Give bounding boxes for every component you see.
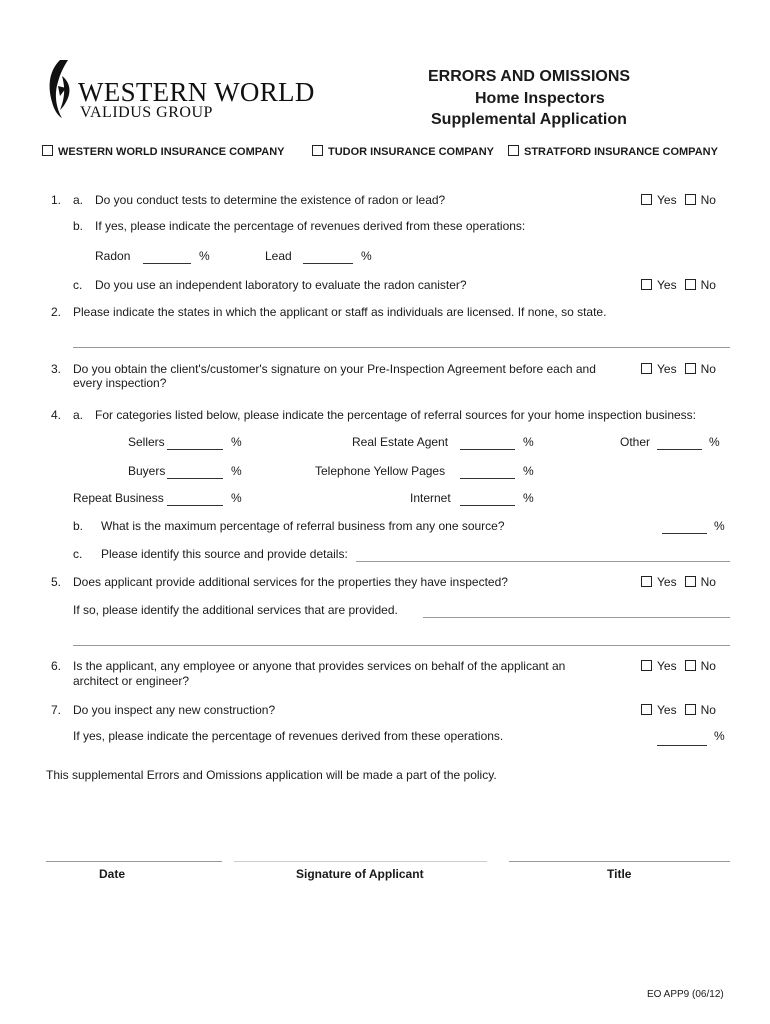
telephone-yellow-pages-field[interactable] bbox=[460, 478, 515, 479]
q7-sub-text: If yes, please indicate the percentage of revenues derived from these operations. bbox=[73, 729, 504, 743]
lead-label: Lead bbox=[265, 249, 292, 263]
checkbox-icon[interactable] bbox=[641, 660, 652, 671]
checkbox-icon[interactable] bbox=[685, 363, 696, 374]
q4a-label: a. bbox=[73, 408, 84, 422]
buyers-label: Buyers bbox=[128, 464, 166, 478]
real-estate-agent-field[interactable] bbox=[460, 449, 515, 450]
repeat-business-pct: % bbox=[231, 491, 242, 505]
q5-no[interactable]: No bbox=[685, 575, 716, 589]
page-subtitle-2: Supplemental Application bbox=[431, 111, 627, 128]
q4b-text: What is the maximum percentage of referral business from any one source? bbox=[101, 519, 505, 533]
q3-line2: every inspection? bbox=[73, 376, 167, 390]
real-estate-agent-pct: % bbox=[523, 435, 534, 449]
telephone-yellow-pages-label: Telephone Yellow Pages bbox=[315, 464, 446, 478]
q6-no[interactable]: No bbox=[685, 659, 716, 673]
q7-no[interactable]: No bbox=[685, 703, 716, 717]
internet-field[interactable] bbox=[460, 505, 515, 506]
checkbox-icon[interactable] bbox=[685, 279, 696, 290]
buyers-field[interactable] bbox=[167, 478, 223, 479]
q6-number: 6. bbox=[51, 659, 62, 673]
buyers-pct: % bbox=[231, 464, 242, 478]
other-pct: % bbox=[709, 435, 720, 449]
checkbox-icon[interactable] bbox=[685, 704, 696, 715]
telephone-yellow-pages-pct: % bbox=[523, 464, 534, 478]
q1a-label: a. bbox=[73, 193, 84, 207]
sellers-field[interactable] bbox=[167, 449, 223, 450]
checkbox-icon[interactable] bbox=[508, 145, 519, 156]
checkbox-icon[interactable] bbox=[42, 145, 53, 156]
q3-yes-no bbox=[641, 362, 716, 376]
q5-sub-text: If so, please identify the additional services that are provided. bbox=[73, 603, 398, 617]
q7-field[interactable] bbox=[657, 745, 707, 746]
date-label: Date bbox=[99, 867, 126, 881]
q7-number: 7. bbox=[51, 703, 62, 717]
company-option-stratford[interactable]: STRATFORD INSURANCE COMPANY bbox=[508, 145, 718, 158]
q6-yes-no bbox=[641, 659, 716, 673]
form-code: EO APP9 (06/12) bbox=[647, 989, 724, 1000]
western-world-logo-icon bbox=[46, 58, 76, 120]
checkbox-icon[interactable] bbox=[641, 279, 652, 290]
q3-number: 3. bbox=[51, 362, 62, 376]
q6-line2: architect or engineer? bbox=[73, 674, 190, 688]
checkbox-icon[interactable] bbox=[685, 576, 696, 587]
q4b-label: b. bbox=[73, 519, 84, 533]
q3-yes[interactable]: Yes bbox=[641, 362, 677, 376]
checkbox-icon[interactable] bbox=[641, 194, 652, 205]
real-estate-agent-label: Real Estate Agent bbox=[352, 435, 449, 449]
radon-label: Radon bbox=[95, 249, 131, 263]
q1b-label: b. bbox=[73, 219, 84, 233]
page-title: ERRORS AND OMISSIONS bbox=[428, 68, 631, 85]
company-option-tudor[interactable]: TUDOR INSURANCE COMPANY bbox=[312, 145, 494, 158]
q5-yes-no bbox=[641, 575, 716, 589]
q7-yes[interactable]: Yes bbox=[641, 703, 677, 717]
sellers-label: Sellers bbox=[128, 435, 165, 449]
closing-statement: This supplemental Errors and Omissions application will be made a part of the policy. bbox=[46, 768, 497, 782]
q1c-yes[interactable]: Yes bbox=[641, 278, 677, 292]
q7-yes-no bbox=[641, 703, 716, 717]
q5-yes[interactable]: Yes bbox=[641, 575, 677, 589]
q3-line1: Do you obtain the client's/customer's signature on your Pre-Inspection Agreement before each and bbox=[73, 362, 596, 376]
q1c-no[interactable]: No bbox=[685, 278, 716, 292]
radon-pct: % bbox=[199, 249, 210, 263]
q3-no[interactable]: No bbox=[685, 362, 716, 376]
page-subtitle-1: Home Inspectors bbox=[475, 90, 605, 107]
q4b-pct: % bbox=[714, 519, 725, 533]
q1c-text: Do you use an independent laboratory to evaluate the radon canister? bbox=[95, 278, 467, 292]
q5-number: 5. bbox=[51, 575, 62, 589]
q4-number: 4. bbox=[51, 408, 62, 422]
q4c-text: Please identify this source and provide details: bbox=[101, 547, 348, 561]
q2-text: Please indicate the states in which the applicant or staff as individuals are licensed. If none, so state. bbox=[73, 305, 607, 319]
signature-label: Signature of Applicant bbox=[296, 867, 424, 881]
q1a-text: Do you conduct tests to determine the existence of radon or lead? bbox=[95, 193, 446, 207]
checkbox-icon[interactable] bbox=[685, 194, 696, 205]
repeat-business-label: Repeat Business bbox=[73, 491, 164, 505]
lead-pct: % bbox=[361, 249, 372, 263]
q4b-field[interactable] bbox=[662, 533, 707, 534]
q4a-text: For categories listed below, please indicate the percentage of referral sources for your home inspection business: bbox=[95, 408, 696, 422]
q5-answer-line-1[interactable] bbox=[423, 617, 730, 618]
date-line[interactable] bbox=[46, 861, 222, 862]
q1a-yes[interactable]: Yes bbox=[641, 193, 677, 207]
q1a-yes-no bbox=[641, 193, 716, 207]
checkbox-icon[interactable] bbox=[312, 145, 323, 156]
q1a-no[interactable]: No bbox=[685, 193, 716, 207]
q2-number: 2. bbox=[51, 305, 62, 319]
repeat-business-field[interactable] bbox=[167, 505, 223, 506]
q2-answer-line[interactable] bbox=[73, 347, 730, 348]
checkbox-icon[interactable] bbox=[641, 704, 652, 715]
q6-line1: Is the applicant, any employee or anyone that provides services on behalf of the applicant an bbox=[73, 659, 566, 673]
other-label: Other bbox=[620, 435, 651, 449]
q7-text: Do you inspect any new construction? bbox=[73, 703, 276, 717]
title-line[interactable] bbox=[509, 861, 730, 862]
q4c-label: c. bbox=[73, 547, 83, 561]
internet-label: Internet bbox=[410, 491, 451, 505]
q1-number: 1. bbox=[51, 193, 62, 207]
signature-line[interactable] bbox=[234, 861, 487, 862]
logo-line1: WESTERN WORLD bbox=[78, 77, 315, 107]
logo-line2: VALIDUS GROUP bbox=[80, 104, 213, 121]
internet-pct: % bbox=[523, 491, 534, 505]
other-field[interactable] bbox=[657, 449, 702, 450]
q1b-text: If yes, please indicate the percentage of revenues derived from these operations: bbox=[95, 219, 526, 233]
q7-pct: % bbox=[714, 729, 725, 743]
radon-field[interactable] bbox=[143, 263, 191, 264]
title-label: Title bbox=[607, 867, 632, 881]
sellers-pct: % bbox=[231, 435, 242, 449]
q1c-label: c. bbox=[73, 278, 83, 292]
checkbox-icon[interactable] bbox=[641, 576, 652, 587]
q1c-yes-no bbox=[641, 278, 716, 292]
company-option-western-world[interactable]: WESTERN WORLD INSURANCE COMPANY bbox=[42, 145, 285, 158]
q5-text: Does applicant provide additional services for the properties they have inspected? bbox=[73, 575, 508, 589]
q4c-answer-line[interactable] bbox=[356, 561, 730, 562]
checkbox-icon[interactable] bbox=[685, 660, 696, 671]
q5-answer-line-2[interactable] bbox=[73, 645, 730, 646]
q6-yes[interactable]: Yes bbox=[641, 659, 677, 673]
checkbox-icon[interactable] bbox=[641, 363, 652, 374]
lead-field[interactable] bbox=[303, 263, 353, 264]
